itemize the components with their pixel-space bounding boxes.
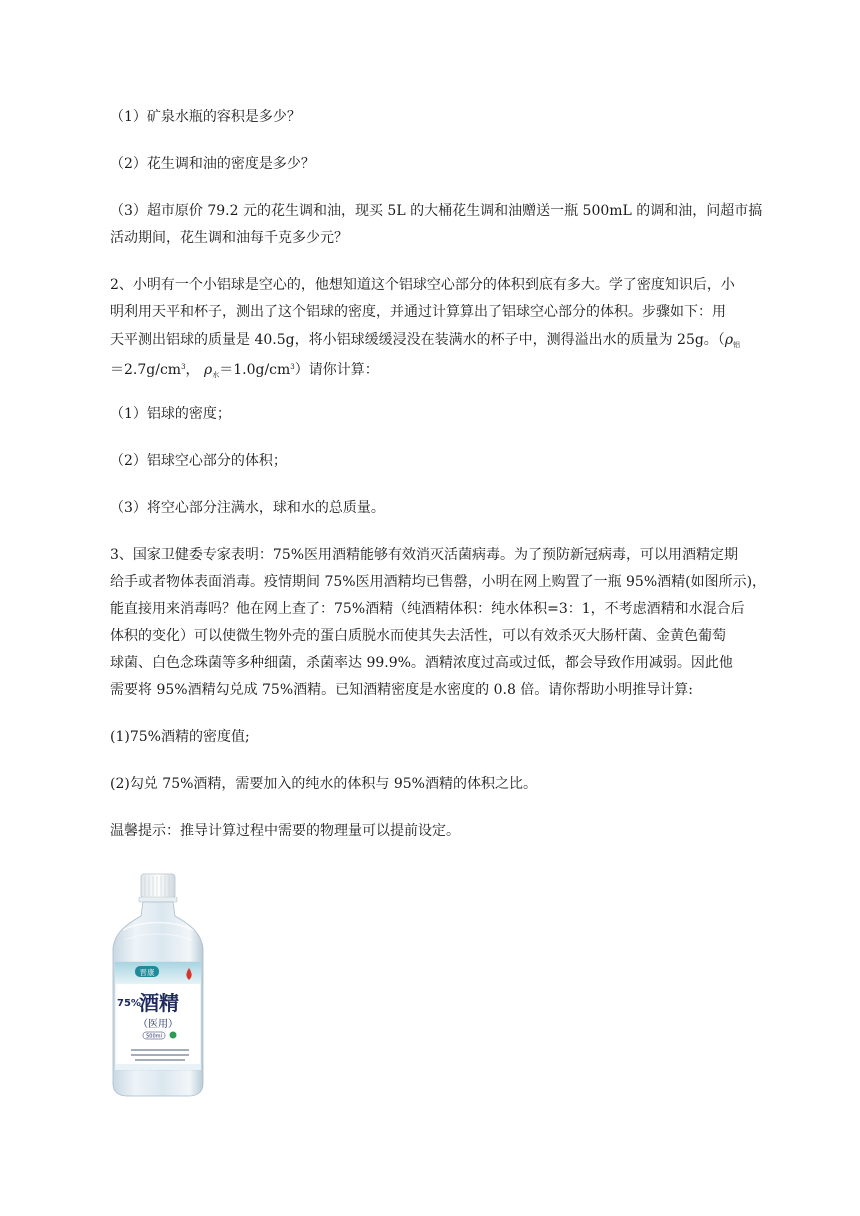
question-1-part-1: （1）矿泉水瓶的容积是多少？: [110, 109, 301, 125]
question-3-line-3: 能直接用来消毒吗？他在网上查了：75%酒精（纯酒精体积：纯水体积=3：1，不考虑酒精和水混合后: [110, 601, 745, 617]
water-density-value: ＝1.0g/cm: [219, 362, 291, 378]
question-2-line-4: [110, 353, 750, 390]
percent-text: 75%: [117, 998, 141, 1009]
separator-comma: ，: [185, 362, 200, 378]
usage-text: （医用）: [138, 1019, 178, 1030]
question-3-line-5: 球菌、白色念珠菌等多种细菌，杀菌率达 99.9%。酒精浓度过高或过低，都会导致作用减弱。因此他: [110, 655, 733, 671]
rho-aluminium-subscript: 铝: [733, 341, 741, 349]
question-3-line-2: 给手或者物体表面消毒。疫情期间 75%医用酒精均已售罄，小明在网上购置了一瓶 95%酒精(如图所示)，: [110, 574, 767, 590]
question-3-part-1: (1)75%酒精的密度值;: [110, 729, 250, 745]
brand-text: 晋康: [139, 968, 155, 977]
rho-symbol: ρ: [724, 332, 734, 348]
aluminium-density-value: ＝2.7g/cm: [110, 362, 182, 378]
question-1-part-3-line-2: 活动期间，花生调和油每千克多少元？: [110, 230, 348, 246]
rho-symbol: ρ: [203, 362, 213, 378]
question-1-part-3-line-1: （3）超市原价 79.2 元的花生调和油，现买 5L 的大桶花生调和油赠送一瓶 500mL 的调和油，问超市搞: [110, 203, 763, 219]
question-2-line-1: 2、小明有一个小铝球是空心的，他想知道这个铝球空心部分的体积到底有多大。学了密度知识后，小: [110, 277, 735, 293]
question-1-part-2: （2）花生调和油的密度是多少？: [110, 156, 315, 172]
question-2-line-3-text: 天平测出铝球的质量是 40.5g，将小铝球缓缓浸没在装满水的杯子中，测得溢出水的质量为 25g。（: [110, 332, 725, 348]
product-name-text: 酒精: [139, 991, 179, 1015]
volume-text: 500ml: [146, 1033, 162, 1040]
bottle-cap: [141, 874, 175, 898]
rho-water-subscript: 水: [212, 371, 220, 379]
question-3-line-6: 需要将 95%酒精勾兑成 75%酒精。已知酒精密度是水密度的 0.8 倍。请你帮助小明推导计算:: [110, 682, 694, 698]
alcohol-bottle-image: [103, 870, 215, 1100]
question-2-line-2: 明利用天平和杯子，测出了这个铝球的密度，并通过计算算出了铝球空心部分的体积。步骤如下：用: [110, 304, 726, 320]
hint-text: 温馨提示：推导计算过程中需要的物理量可以提前设定。: [110, 823, 460, 839]
question-3-line-1: 3、国家卫健委专家表明：75%医用酒精能够有效消灭活菌病毒。为了预防新冠病毒，可以用酒精定期: [110, 547, 739, 563]
otc-mark-icon: [170, 1032, 177, 1039]
question-3-line-4: 体积的变化）可以使微生物外壳的蛋白质脱水而使其失去活性，可以有效杀灭大肠杆菌、金黄色葡萄: [110, 628, 726, 644]
question-2-part-1: （1）铝球的密度；: [110, 406, 231, 422]
question-2-prompt: ）请你计算：: [294, 362, 379, 378]
cubic-superscript: 3: [181, 363, 186, 371]
question-3-part-2: (2)勾兑 75%酒精，需要加入的纯水的体积与 95%酒精的体积之比。: [110, 776, 537, 792]
question-2-part-3: （3）将空心部分注满水，球和水的总质量。: [110, 500, 385, 516]
cubic-superscript: 3: [290, 363, 295, 371]
question-2-part-2: （2）铝球空心部分的体积；: [110, 453, 287, 469]
